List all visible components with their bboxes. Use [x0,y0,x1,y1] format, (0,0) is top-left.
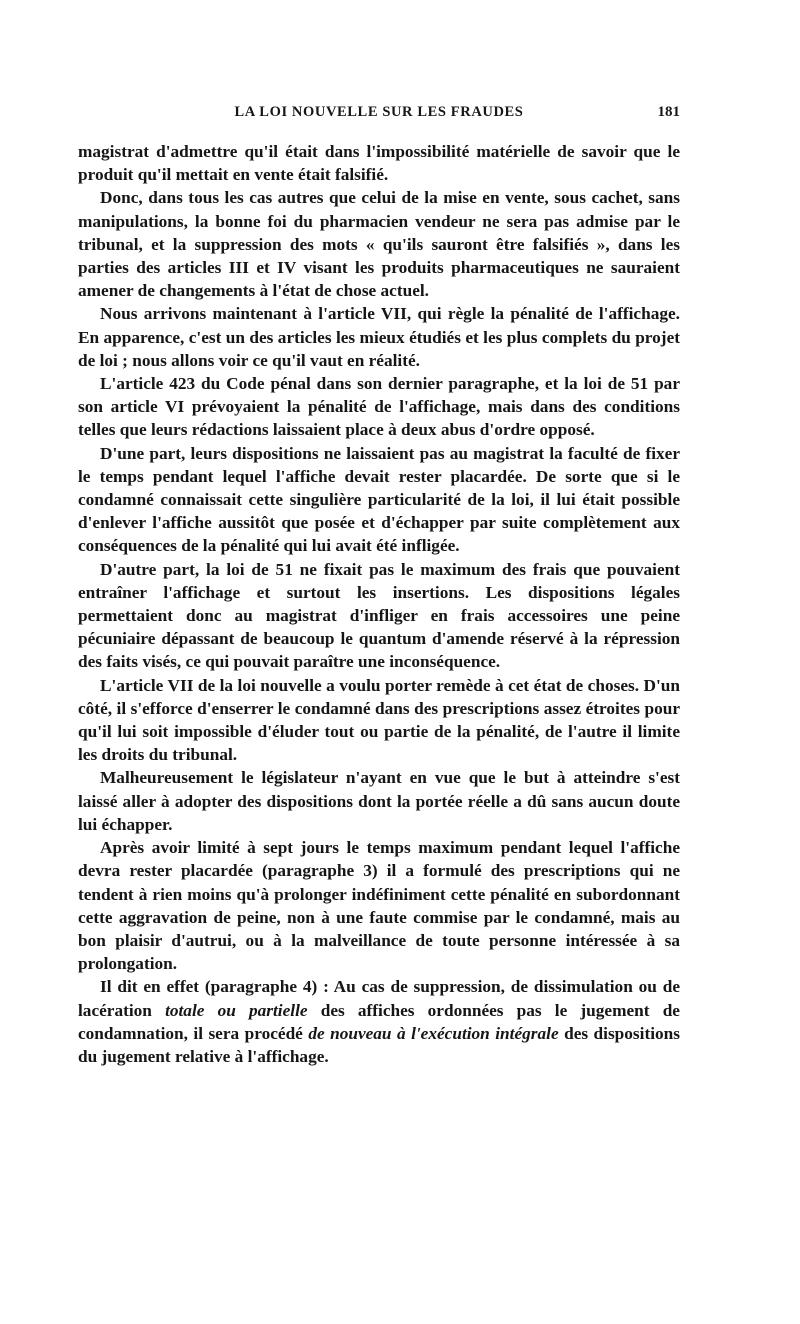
paragraph-10 [78,975,680,1068]
paragraph-1: magistrat d'admettre qu'il était dans l'impossibilité matérielle de savoir que le produit qu'il mettait en vente était falsifié. [78,142,680,185]
running-title: LA LOI NOUVELLE SUR LES FRAUDES [234,104,524,120]
paragraph-10-mid: des affiches ordonnées pas le jugement de condamnation, il sera procédé [78,1000,680,1043]
paragraph-5: D'une part, leurs dispositions ne laissaient pas au magistrat la faculté de fixer le temps pendant lequel l'affiche devait rester placardée. De sorte que si le condamné connaissait cette singulière particularité de la loi, il lui était possible d'enlever l'affiche aussitôt que posée et d'échapper par suite complètement aux conséquences de la pénalité qui lui avait été infligée. [78,443,680,556]
paragraph-10-italic-2: de nouveau à l'exécution intégrale [308,1023,559,1043]
body-text [78,140,680,1068]
paragraph-3: Nous arrivons maintenant à l'article VII, qui règle la pénalité de l'affichage. En apparence, c'est un des articles les mieux étudiés et les plus complets du projet de loi ; nous allons voir ce qu'il vaut en réalité. [78,304,680,370]
paragraph-4: L'article 423 du Code pénal dans son dernier paragraphe, et la loi de 51 par son article VI prévoyaient la pénalité de l'affichage, mais dans des conditions telles que leurs rédactions laissaient place à deux abus d'ordre opposé. [78,374,680,440]
paragraph-7: L'article VII de la loi nouvelle a voulu porter remède à cet état de choses. D'un côté, il s'efforce d'enserrer le condamné dans des prescriptions assez étroites pour qu'il lui soit impossible d'éluder tout ou partie de la pénalité, de l'autre il limite les droits du tribunal. [78,675,680,765]
paragraph-9: Après avoir limité à sept jours le temps maximum pendant lequel l'affiche devra rester placardée (paragraphe 3) il a formulé des prescriptions qui ne tendent à rien moins qu'à prolonger indéfiniment cette pénalité en subordonnant cette aggravation de peine, non à une faute commise par le condamné, mais au bon plaisir d'autrui, ou à la malveillance de toute personne intéressée à sa prolongation. [78,838,680,974]
page-number: 181 [657,104,680,120]
paragraph-10-italic-1: totale ou partielle [165,1000,308,1020]
running-head [78,104,680,126]
paragraph-2: Donc, dans tous les cas autres que celui de la mise en vente, sous cachet, sans manipulations, la bonne foi du pharmacien vendeur ne sera pas admise par le tribunal, et la suppression des mots « qu'ils sauront être falsifiés », dans les parties des articles III et IV visant les produits pharmaceutiques ne sauraient amener de changements à l'état de chose actuel. [78,188,680,301]
paragraph-8: Malheureusement le législateur n'ayant en vue que le but à atteindre s'est laissé aller à adopter des dispositions dont la portée réelle a dû sans aucun doute lui échapper. [78,768,680,834]
paragraph-6: D'autre part, la loi de 51 ne fixait pas le maximum des frais que pouvaient entraîner l'affichage et surtout les insertions. Les dispositions légales permettaient donc au magistrat d'infliger en frais accessoires une peine pécuniaire dépassant de beaucoup le quantum d'amende réservé à la répression des faits visés, ce qui pouvait paraître une inconséquence. [78,559,680,672]
paragraph-10-tail: des dispositions du jugement relative à l'affichage. [78,1023,680,1066]
paragraph-10-lead: Il dit en effet (paragraphe 4) : Au cas de suppression, de dissimulation ou de lacération [78,977,680,1020]
